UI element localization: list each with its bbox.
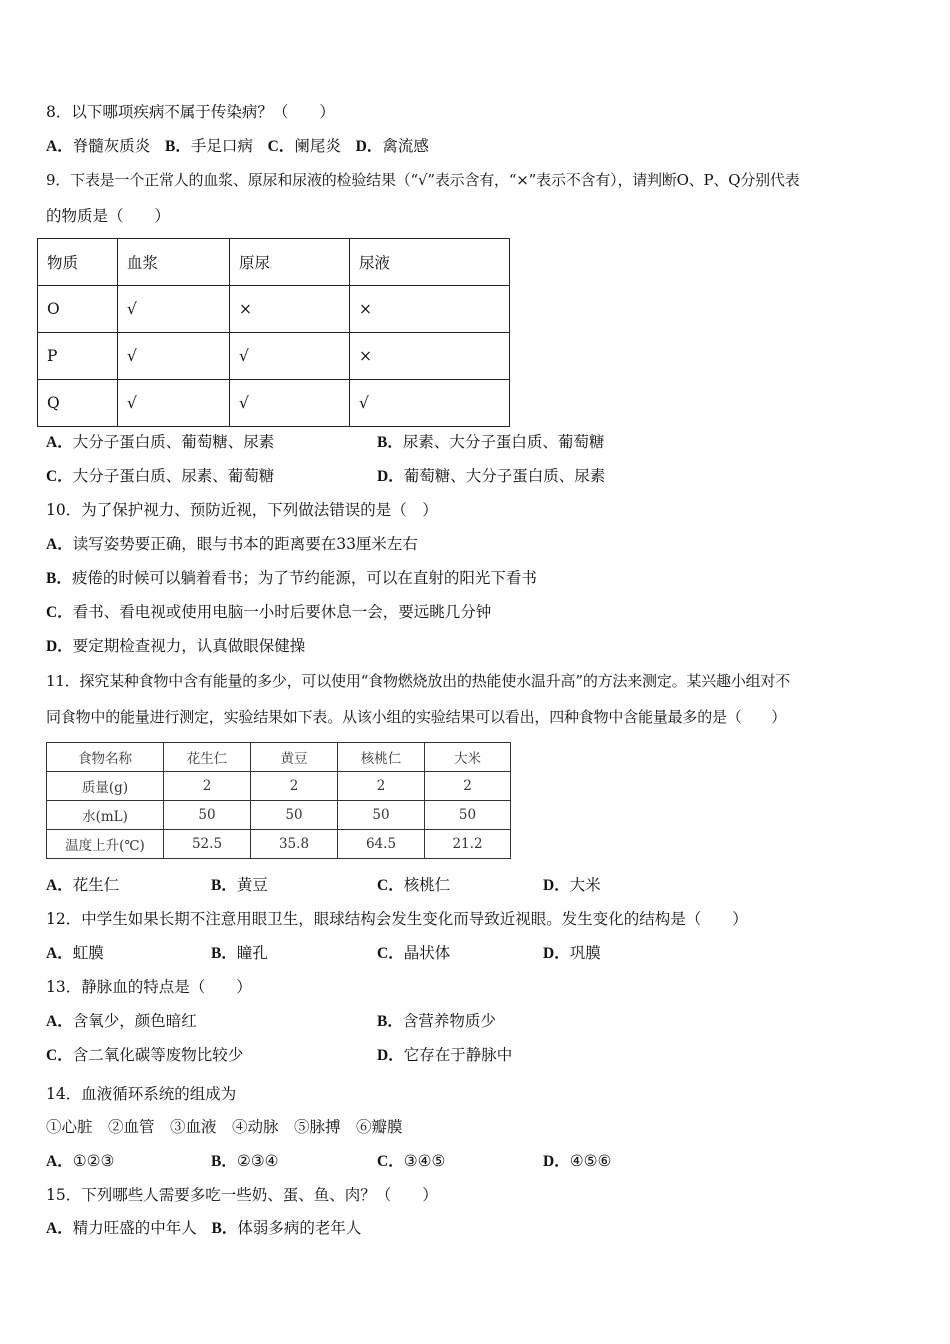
table-header-cell: 原尿 xyxy=(230,239,350,286)
q14-option-a xyxy=(46,1151,114,1172)
table-header-row xyxy=(47,743,511,772)
q13-option-a xyxy=(46,1011,197,1032)
option-text: ①②③ xyxy=(72,1152,115,1170)
option-text: 虹膜 xyxy=(72,944,104,962)
q14-option-d xyxy=(543,1151,611,1172)
option-text: 瞳孔 xyxy=(236,944,268,962)
q14-items: ①心脏 ②血管 ③血液 ④动脉 ⑤脉搏 ⑥瓣膜 xyxy=(46,1118,403,1136)
q14-option-c xyxy=(377,1151,445,1172)
table-cell: 50 xyxy=(164,801,251,830)
option-text: 精力旺盛的中年人 xyxy=(72,1219,197,1237)
q8-option-d-text: 禽流感 xyxy=(382,137,429,155)
option-label: B． xyxy=(211,1220,238,1237)
option-label: D． xyxy=(377,468,404,485)
option-label: A． xyxy=(46,877,73,894)
option-text: ②③④ xyxy=(236,1152,279,1170)
q15-options xyxy=(46,1218,361,1239)
q13-option-c xyxy=(46,1045,243,1066)
q13-option-b xyxy=(377,1011,496,1032)
option-label: C． xyxy=(46,604,73,621)
option-label: A． xyxy=(46,1013,73,1030)
option-label: B． xyxy=(211,877,237,894)
q10-option-a xyxy=(46,534,418,555)
option-label: B． xyxy=(377,1013,403,1030)
table-cell: 2 xyxy=(251,772,338,801)
q12-option-a xyxy=(46,943,104,964)
table-header-row xyxy=(38,239,510,286)
table-row xyxy=(38,333,510,380)
q10-option-b xyxy=(46,568,537,589)
option-text: ③④⑤ xyxy=(403,1152,446,1170)
option-label: C． xyxy=(46,1047,73,1064)
option-label: B． xyxy=(46,570,72,587)
q12-option-c xyxy=(377,943,450,964)
table-cell: 温度上升(℃) xyxy=(47,830,164,859)
q13-option-d xyxy=(377,1045,512,1066)
q10-stem: 10．为了保护视力、预防近视，下列做法错误的是（ ） xyxy=(46,501,438,519)
table-cell: 21.2 xyxy=(425,830,511,859)
q8-option-d-label: D． xyxy=(355,138,383,155)
table-cell: 52.5 xyxy=(164,830,251,859)
table-header-cell: 尿液 xyxy=(350,239,510,286)
table-cell: √ xyxy=(350,380,510,427)
q8-options xyxy=(46,136,429,157)
option-label: A． xyxy=(46,1220,73,1237)
option-text: 大分子蛋白质、尿素、葡萄糖 xyxy=(72,467,275,485)
table-row xyxy=(38,286,510,333)
option-label: C． xyxy=(377,877,404,894)
q10-option-c xyxy=(46,602,491,623)
option-text: 体弱多病的老年人 xyxy=(237,1219,362,1237)
table-cell: × xyxy=(230,286,350,333)
table-cell: √ xyxy=(118,333,230,380)
q11-table xyxy=(46,742,511,859)
option-text: 看书、看电视或使用电脑一小时后要休息一会，要远眺几分钟 xyxy=(72,603,492,621)
q8-option-b-label: B． xyxy=(165,138,191,155)
option-label: A． xyxy=(46,1153,73,1170)
option-text: 尿素、大分子蛋白质、葡萄糖 xyxy=(402,433,605,451)
table-cell: × xyxy=(350,333,510,380)
q9-option-a xyxy=(46,432,274,453)
table-cell: Q xyxy=(38,380,118,427)
table-header-cell: 食物名称 xyxy=(47,743,164,772)
table-cell: 2 xyxy=(164,772,251,801)
q12-option-b xyxy=(211,943,268,964)
table-cell: × xyxy=(350,286,510,333)
option-text: 黄豆 xyxy=(236,876,268,894)
option-label: A． xyxy=(46,434,73,451)
table-cell: 64.5 xyxy=(338,830,425,859)
q8-option-a-text: 脊髓灰质炎 xyxy=(72,137,151,155)
q8-option-a-label: A． xyxy=(46,138,73,155)
option-label: D． xyxy=(46,638,73,655)
table-cell: 35.8 xyxy=(251,830,338,859)
q11-option-b xyxy=(211,875,268,896)
table-row xyxy=(47,772,511,801)
q11-stem-line1: 11．探究某种食物中含有能量的多少，可以使用“食物燃烧放出的热能使水温升高”的方法来测定。某兴趣小组对不 xyxy=(46,672,791,690)
option-text: 要定期检查视力，认真做眼保健操 xyxy=(72,637,306,655)
option-text: 含营养物质少 xyxy=(402,1012,496,1030)
q9-option-b xyxy=(377,432,604,453)
option-label: D． xyxy=(543,945,570,962)
option-label: C． xyxy=(377,945,404,962)
q9-table xyxy=(37,238,510,427)
q8-stem: 8．以下哪项疾病不属于传染病？（ ） xyxy=(46,103,335,121)
q9-stem-line2: 的物质是（ ） xyxy=(46,207,171,225)
table-cell: √ xyxy=(118,286,230,333)
q14-stem: 14．血液循环系统的组成为 xyxy=(46,1085,237,1103)
table-header-cell: 物质 xyxy=(38,239,118,286)
option-text: 晶状体 xyxy=(403,944,451,962)
option-text: 葡萄糖、大分子蛋白质、尿素 xyxy=(403,467,606,485)
option-text: 它存在于静脉中 xyxy=(403,1046,513,1064)
q9-option-c xyxy=(46,466,274,487)
table-row xyxy=(47,830,511,859)
q11-option-d xyxy=(543,875,601,896)
option-text: 含二氧化碳等废物比较少 xyxy=(72,1046,244,1064)
table-header-cell: 核桃仁 xyxy=(338,743,425,772)
q10-option-d xyxy=(46,636,305,657)
q15-stem: 15．下列哪些人需要多吃一些奶、蛋、鱼、肉？（ ） xyxy=(46,1186,438,1204)
option-label: D． xyxy=(377,1047,404,1064)
q11-option-a xyxy=(46,875,119,896)
option-text: 巩膜 xyxy=(569,944,601,962)
q8-option-b-text: 手足口病 xyxy=(190,137,253,155)
table-cell: P xyxy=(38,333,118,380)
table-cell: O xyxy=(38,286,118,333)
option-label: A． xyxy=(46,945,73,962)
option-label: B． xyxy=(377,434,403,451)
q8-option-c-label: C． xyxy=(267,138,295,155)
table-cell: 50 xyxy=(425,801,511,830)
table-cell: 50 xyxy=(338,801,425,830)
table-row xyxy=(47,801,511,830)
q9-option-d xyxy=(377,466,605,487)
table-cell: 水(mL) xyxy=(47,801,164,830)
option-text: 读写姿势要正确，眼与书本的距离要在33厘米左右 xyxy=(72,535,418,553)
table-header-cell: 花生仁 xyxy=(164,743,251,772)
table-cell: 质量(g) xyxy=(47,772,164,801)
table-cell: √ xyxy=(230,333,350,380)
table-header-cell: 大米 xyxy=(425,743,511,772)
table-cell: √ xyxy=(118,380,230,427)
table-cell: 50 xyxy=(251,801,338,830)
option-label: D． xyxy=(543,1153,570,1170)
option-label: C． xyxy=(377,1153,404,1170)
option-label: D． xyxy=(543,877,570,894)
table-cell: √ xyxy=(230,380,350,427)
q13-stem: 13．静脉血的特点是（ ） xyxy=(46,978,252,996)
option-label: B． xyxy=(211,1153,237,1170)
table-cell: 2 xyxy=(338,772,425,801)
q9-stem-line1: 9．下表是一个正常人的血浆、原尿和尿液的检验结果（“√”表示含有，“×”表示不含有），请判断O、P、Q分别代表 xyxy=(46,171,800,189)
q12-stem: 12．中学生如果长期不注意用眼卫生，眼球结构会发生变化而导致近视眼。发生变化的结构是（ ） xyxy=(46,910,748,928)
option-text: 核桃仁 xyxy=(403,876,451,894)
option-label: C． xyxy=(46,468,73,485)
table-header-cell: 黄豆 xyxy=(251,743,338,772)
table-row xyxy=(38,380,510,427)
option-text: 大米 xyxy=(569,876,601,894)
option-text: 疲倦的时候可以躺着看书；为了节约能源，可以在直射的阳光下看书 xyxy=(71,569,537,587)
q8-option-c-text: 阑尾炎 xyxy=(294,137,341,155)
option-label: A． xyxy=(46,536,73,553)
q14-option-b xyxy=(211,1151,279,1172)
option-text: 花生仁 xyxy=(72,876,120,894)
q11-option-c xyxy=(377,875,450,896)
q11-stem-line2: 同食物中的能量进行测定，实验结果如下表。从该小组的实验结果可以看出，四种食物中含能量最多的是（ ） xyxy=(46,708,787,726)
q12-option-d xyxy=(543,943,601,964)
option-text: 含氧少，颜色暗红 xyxy=(72,1012,197,1030)
table-header-cell: 血浆 xyxy=(118,239,230,286)
option-text: ④⑤⑥ xyxy=(569,1152,612,1170)
option-text: 大分子蛋白质、葡萄糖、尿素 xyxy=(72,433,275,451)
table-cell: 2 xyxy=(425,772,511,801)
option-label: B． xyxy=(211,945,237,962)
